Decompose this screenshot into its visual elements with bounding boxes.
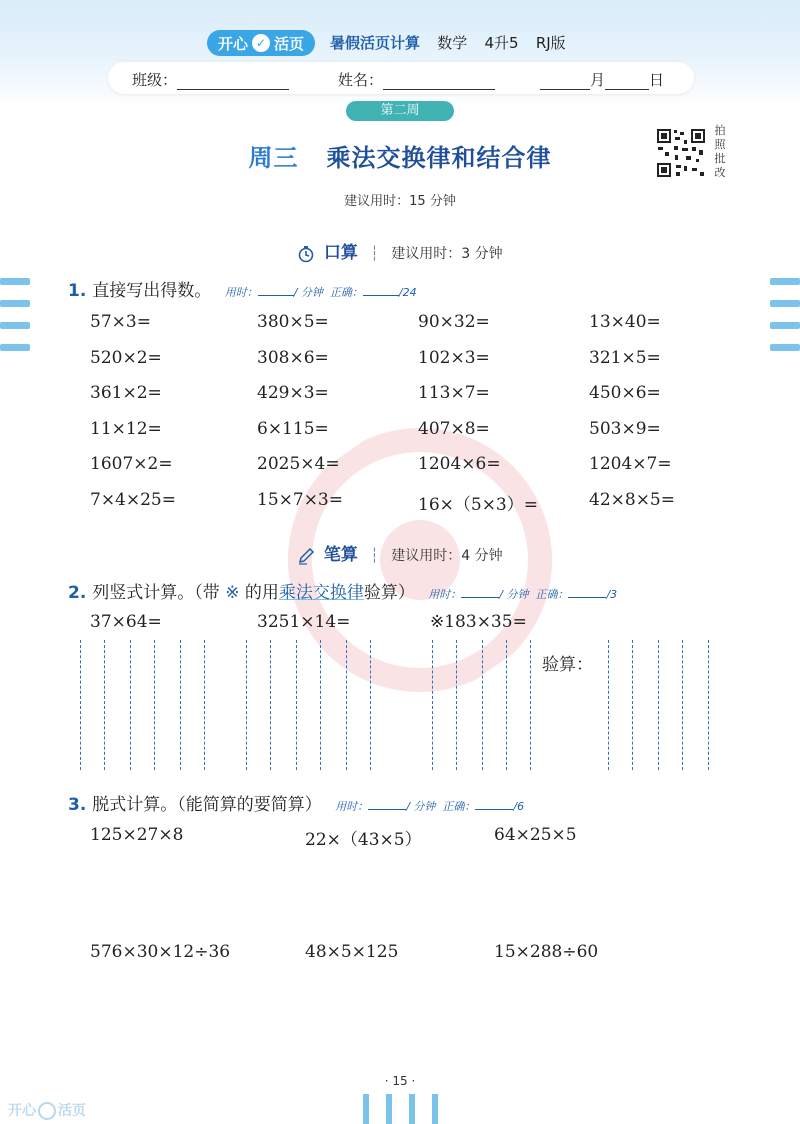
section-written-label: 笔算 [323,545,358,565]
edition: RJ版 [535,34,566,52]
q1-item: 1204×6= [418,454,501,474]
footer-bar [386,1094,392,1124]
series-title: 暑假活页计算 [330,34,421,52]
q1-item: 11×12= [90,419,162,439]
q1-item: 90×32= [418,312,490,332]
day-blank[interactable] [605,75,649,90]
work-column-guide [608,640,609,770]
q3-item: 125×27×8 [90,825,184,845]
side-bar-left [0,344,30,351]
qr-side-text: 拍 照 批 改 [714,124,726,179]
work-column-guide [682,640,683,770]
q1-item: 1607×2= [90,454,173,474]
q1-item: 102×3= [418,348,490,368]
work-column-guide [204,640,205,770]
q1-correct-blank[interactable] [363,285,399,296]
logo-circle-icon: ✓ [252,34,270,52]
q1-item: 450×6= [589,383,661,403]
q1-item: 429×3= [257,383,329,403]
work-column-guide [632,640,633,770]
class-blank[interactable] [177,75,289,90]
section-written-header: 笔算 ┆ 建议用时：4 分钟 [0,540,800,565]
work-column-guide [246,640,247,770]
q3-item: 64×25×5 [494,825,577,845]
q2-item: ※183×35= [430,612,527,632]
footer-bar [363,1094,369,1124]
title-day: 周三 [248,144,299,172]
work-column-guide [320,640,321,770]
section-oral-header: 口算 ┆ 建议用时：3 分钟 [0,238,800,263]
side-bar-right [770,278,800,285]
series-info [330,32,578,53]
q2-correct-blank[interactable] [568,587,606,598]
q2-item: 3251×14= [257,612,351,632]
logo-right-text: 活页 [274,34,305,53]
work-column-guide [530,640,531,770]
question-2-prompt: 2. 列竖式计算。（带 ※ 的用乘法交换律验算） 用时： / 分钟 正确： /3 [68,583,618,603]
work-column-guide [456,640,457,770]
work-column-guide [482,640,483,770]
q3-correct-blank[interactable] [475,799,513,810]
q2-stats: 用时： / 分钟 正确： /3 [428,588,618,601]
name-field[interactable]: 姓名： [338,69,495,90]
reference-mark: ※ [225,583,240,603]
work-column-guide [658,640,659,770]
pencil-icon [297,547,315,565]
question-1-prompt: 1. 直接写出得数。 用时： / 分钟 正确： /24 [68,281,417,301]
q1-item: 15×7×3= [257,490,343,510]
question-3-prompt: 3. 脱式计算。（能简算的要简算） 用时： / 分钟 正确： /6 [68,795,525,815]
q1-item: 361×2= [90,383,162,403]
side-bar-left [0,300,30,307]
work-column-guide [708,640,709,770]
section-written-time: 建议用时：4 分钟 [391,548,503,564]
q1-time-blank[interactable] [258,285,294,296]
work-column-guide [154,640,155,770]
q1-item: 407×8= [418,419,490,439]
q3-item: 15×288÷60 [494,942,599,962]
work-column-guide [346,640,347,770]
q1-item: 7×4×25= [90,490,176,510]
check-label: 验算： [542,655,593,675]
q3-item: 576×30×12÷36 [90,942,231,962]
side-bar-right [770,300,800,307]
footer-logo-circle-icon [38,1102,56,1120]
month-blank[interactable] [540,75,590,90]
q1-item: 1204×7= [589,454,672,474]
work-column-guide [130,640,131,770]
footer-bar [432,1094,438,1124]
q1-item: 321×5= [589,348,661,368]
q1-item: 57×3= [90,312,151,332]
side-bar-right [770,322,800,329]
subject: 数学 [437,34,468,52]
work-column-guide [296,640,297,770]
q1-item: 503×9= [589,419,661,439]
logo-left-text: 开心 [217,34,248,53]
brand-logo [207,30,315,56]
student-info-bar [108,62,694,94]
work-column-guide [80,640,81,770]
work-column-guide [432,640,433,770]
date-field[interactable]: 月 日 [540,69,664,90]
footer-logo: 开心 活页 [8,1103,86,1119]
work-column-guide [180,640,181,770]
q2-time-blank[interactable] [461,587,499,598]
q3-item: 48×5×125 [305,942,399,962]
q1-item: 16×（5×3）= [418,495,538,515]
side-bar-right [770,344,800,351]
page-number: · 15 · [384,1074,416,1088]
q1-item: 308×6= [257,348,329,368]
q2-item: 37×64= [90,612,162,632]
q1-item: 2025×4= [257,454,340,474]
title-topic: 乘法交换律和结合律 [326,144,552,172]
footer-bar [409,1094,415,1124]
q1-item: 380×5= [257,312,329,332]
grade: 4升5 [484,34,519,52]
side-bar-left [0,278,30,285]
week-tag: 第二周 [346,101,454,121]
q1-stats: 用时： / 分钟 正确： /24 [224,286,417,299]
name-blank[interactable] [383,75,495,90]
q1-item: 113×7= [418,383,490,403]
class-field[interactable]: 班级： [132,69,289,90]
side-bar-left [0,322,30,329]
work-column-guide [104,640,105,770]
q3-stats: 用时： / 分钟 正确： /6 [335,800,525,813]
q1-item: 6×115= [257,419,329,439]
suggested-time: 建议用时：15 分钟 [344,194,456,209]
section-oral-time: 建议用时：3 分钟 [391,246,503,262]
stopwatch-icon [297,245,315,263]
q3-time-blank[interactable] [368,799,406,810]
section-oral-label: 口算 [323,243,358,263]
work-column-guide [370,640,371,770]
q1-item: 520×2= [90,348,162,368]
q1-item: 13×40= [589,312,661,332]
qr-code-icon[interactable] [656,128,706,178]
work-column-guide [506,640,507,770]
q3-item: 22×（43×5） [305,830,422,850]
q1-item: 42×8×5= [589,490,675,510]
work-column-guide [270,640,271,770]
